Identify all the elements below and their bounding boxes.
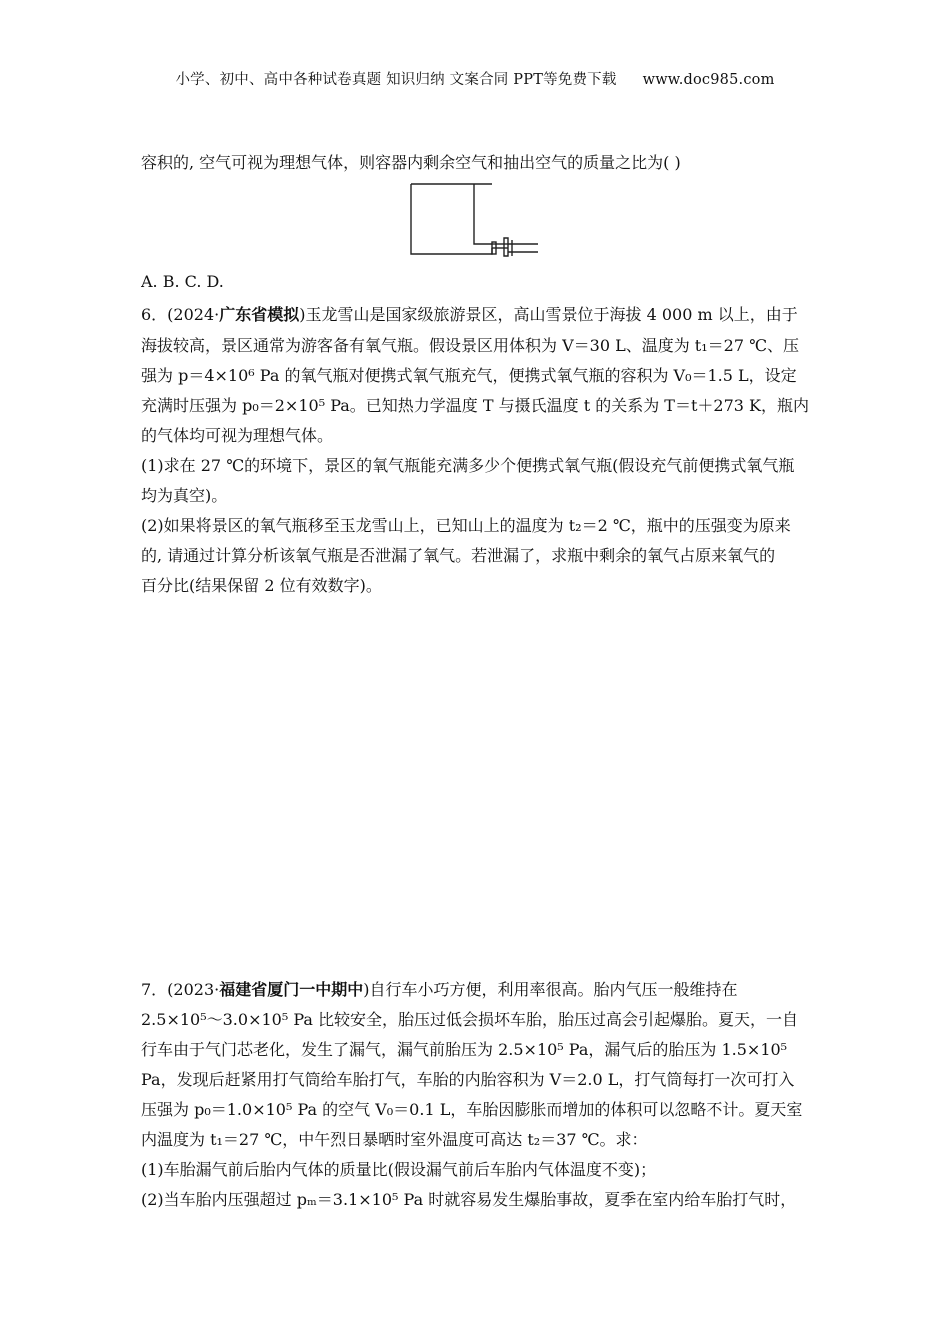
q6-line1-rest: )玉龙雪山是国家级旅游景区，高山雪景位于海拔 4 000 m 以上，由于 xyxy=(299,305,798,324)
q6-line-4: 充满时压强为 p₀＝2×10⁵ Pa。已知热力学温度 T 与摄氏温度 t 的关系为 T＝t＋273 K，瓶内 xyxy=(141,396,809,415)
q7-source: 福建省厦门一中期中 xyxy=(219,980,364,999)
q7-line1-rest: )自行车小巧方便，利用率很高。胎内气压一般维持在 xyxy=(363,980,738,999)
q7-part2: (2)当车胎内压强超过 pₘ＝3.1×10⁵ Pa 时就容易发生爆胎事故，夏季在室内给车胎打气时， xyxy=(141,1190,797,1209)
q7-line-4: Pa，发现后赶紧用打气筒给车胎打气，车胎的内胎容积为 V＝2.0 L，打气筒每打一次可打入 xyxy=(141,1070,795,1089)
q7-part1: (1)车胎漏气前后胎内气体的质量比(假设漏气前后车胎内气体温度不变)； xyxy=(141,1160,657,1179)
q6-part2-a: (2)如果将景区的氧气瓶移至玉龙雪山上，已知山上的温度为 t₂＝2 ℃，瓶中的压强变为原来 xyxy=(141,516,791,535)
q5-options: A. B. C. D. xyxy=(141,272,224,291)
q6-source: 广东省模拟 xyxy=(219,305,300,324)
q6-part2-b: 的, 请通过计算分析该氧气瓶是否泄漏了氧气。若泄漏了，求瓶中剩余的氧气占原来氧气的 xyxy=(141,546,776,565)
q6-part1-a: (1)求在 27 ℃的环境下，景区的氧气瓶能充满多少个便携式氧气瓶(假设充气前便携式氧气瓶 xyxy=(141,456,795,475)
q7-line-5: 压强为 p₀＝1.0×10⁵ Pa 的空气 V₀＝0.1 L，车胎因膨胀而增加的体积可以忽略不计。夏天室 xyxy=(141,1100,803,1119)
pump-barrel xyxy=(504,238,508,256)
q6-part2-c: 百分比(结果保留 2 位有效数字)。 xyxy=(141,576,382,595)
q7-line-1 xyxy=(141,980,811,1000)
q6-line-5: 的气体均可视为理想气体。 xyxy=(141,426,334,445)
q6-line-2: 海拔较高，景区通常为游客备有氧气瓶。假设景区用体积为 V＝30 L、温度为 t₁＝27 ℃、压 xyxy=(141,336,799,355)
q6-line-3: 强为 p＝4×10⁶ Pa 的氧气瓶对便携式氧气瓶充气，便携式氧气瓶的容积为 V₀＝1.5 L，设定 xyxy=(141,366,797,385)
q7-number: 7．(2023· xyxy=(141,980,220,999)
q6-part1-b: 均为真空)。 xyxy=(141,486,228,505)
q7-line-3: 行车由于气门芯老化，发生了漏气，漏气前胎压为 2.5×10⁵ Pa，漏气后的胎压为 1.5×10⁵ xyxy=(141,1040,788,1059)
container-pump-diagram xyxy=(408,182,542,258)
q6-line-1 xyxy=(141,305,811,325)
header-site[interactable]: www.doc985.com xyxy=(642,72,775,88)
q7-line-2: 2.5×10⁵～3.0×10⁵ Pa 比较安全，胎压过低会损坏车胎，胎压过高会引起爆胎。夏天，一自 xyxy=(141,1010,799,1029)
q5-stem-tail: 容积的, 空气可视为理想气体，则容器内剩余空气和抽出空气的质量之比为( ) xyxy=(141,153,681,172)
q6-number: 6．(2024· xyxy=(141,305,220,324)
q7-line-6: 内温度为 t₁＝27 ℃，中午烈日暴晒时室外温度可高达 t₂＝37 ℃。求： xyxy=(141,1130,648,1149)
page-header xyxy=(0,68,950,89)
container-outline xyxy=(411,184,492,254)
header-promo: 小学、初中、高中各种试卷真题 知识归纳 文案合同 PPT等免费下载 xyxy=(175,72,617,88)
